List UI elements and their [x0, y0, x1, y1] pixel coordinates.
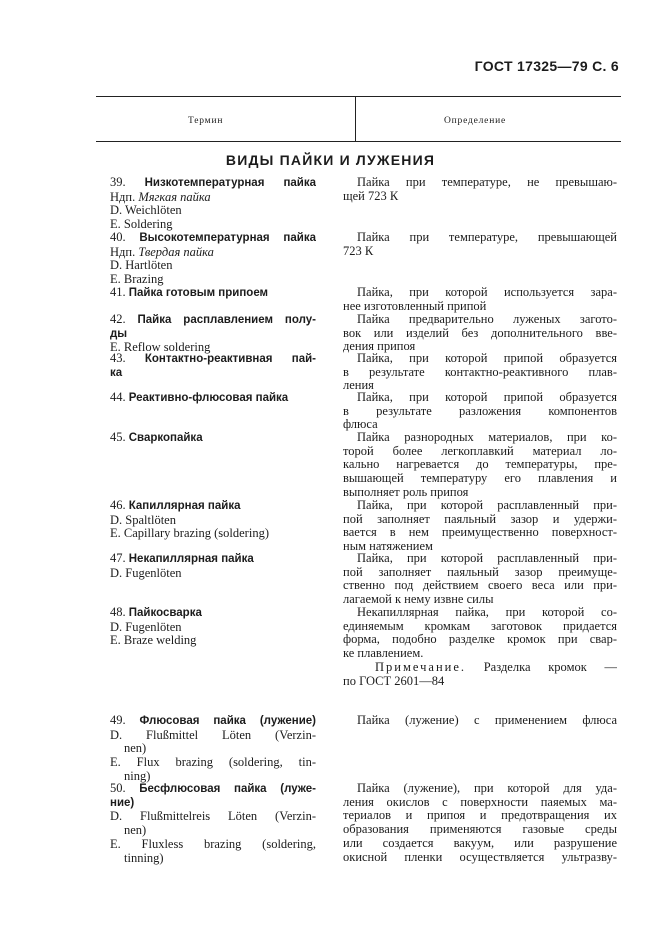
section-title: ВИДЫ ПАЙКИ И ЛУЖЕНИЯ — [225, 152, 436, 168]
term-entry-49 — [110, 714, 316, 784]
term-line: 41. Пайка готовым припоем — [110, 286, 269, 299]
column-header-definition: Определение — [444, 116, 506, 126]
term-entry-48 — [110, 606, 316, 648]
term-line: 43. Контактно-реактивная пай- — [110, 352, 316, 365]
english-equivalent: E. Soldering — [110, 218, 173, 232]
nonrecommended-term: Ндп. Твердая пайка — [110, 245, 214, 259]
german-equivalent: D. Flußmittelreis Löten (Verzin- — [110, 810, 316, 824]
german-equivalent: D. Spaltlöten — [110, 513, 176, 527]
definition-45: Пайка разнородных материалов, при ко- торой более легкоплавкий материал ло- кально нагревается до температуры, пре- вышающей температуру его плавления и выполняет роль припоя — [343, 431, 617, 499]
english-equivalent: E. Brazing — [110, 273, 164, 287]
definition-42: Пайка предварительно луженых загото- вок или изделий без дополнительного вве- дения припоя — [343, 313, 617, 354]
term-entry-44 — [110, 391, 316, 406]
term-line: 44. Реактивно-флюсовая пайка — [110, 391, 289, 404]
term-line: 50. Бесфлюсовая пайка (луже- — [110, 782, 316, 795]
term-entry-47 — [110, 552, 316, 580]
german-equivalent-continuation: nen) — [124, 742, 147, 756]
page-header — [0, 0, 661, 150]
definition-46: Пайка, при которой расплавленный при- пой заполняет паяльный зазор и удержи- вается в нем преимущественно поверхност- ным натяжением — [343, 499, 617, 554]
definition-48: Некапиллярная пайка, при которой со- единяемым кромкам заготовок придается форма, подобно разделке кромок при свар- ке плавлением. Примечание. Разделка кромок — по ГОСТ 2601—84 — [343, 606, 617, 688]
term-line: 47. Некапиллярная пайка — [110, 552, 254, 565]
english-equivalent: E. Flux brazing (soldering, tin- — [110, 756, 316, 770]
term-line-continuation: ды — [110, 327, 128, 340]
german-equivalent: D. Flußmittel Löten (Verzin- — [110, 728, 316, 742]
definition-49: Пайка (лужение) с применением флюса — [357, 714, 617, 727]
table-top-rule — [96, 96, 621, 97]
english-equivalent-continuation: tinning) — [124, 851, 164, 865]
english-equivalent: E. Braze welding — [110, 634, 197, 648]
german-equivalent: D. Fugenlöten — [110, 566, 182, 580]
note-continuation: по ГОСТ 2601—84 — [343, 674, 445, 688]
term-line: 48. Пайкосварка — [110, 606, 202, 619]
german-equivalent: D. Hartlöten — [110, 259, 173, 273]
definition-47: Пайка, при которой расплавленный при- пой заполняет паяльный зазор преимуще- ственно под действием своего веса или при- лагаемой к нему извне силы — [343, 552, 617, 607]
nonrecommended-term: Ндп. Мягкая пайка — [110, 190, 211, 204]
term-line: 45. Сваркопайка — [110, 431, 203, 444]
term-entry-40 — [110, 231, 316, 287]
german-equivalent: D. Fugenlöten — [110, 620, 182, 634]
definition-43: Пайка, при которой припой образуется в результате контактно-реактивного плав- ления — [343, 352, 617, 393]
term-entry-42 — [110, 313, 316, 355]
table-header-rule — [96, 141, 621, 142]
term-entry-39 — [110, 176, 316, 232]
definition-40: Пайка при температуре, превышающей 723 К — [343, 231, 617, 258]
english-equivalent: E. Capillary brazing (soldering) — [110, 527, 269, 541]
term-line-continuation: ка — [110, 366, 123, 379]
english-equivalent: E. Reflow soldering — [110, 341, 211, 355]
column-divider — [355, 96, 356, 141]
definition-41: Пайка, при которой используется зара- нее изготовленный припой — [343, 286, 617, 313]
definition-50: Пайка (лужение), при которой для уда- ления окислов с поверхности паяемых ма- териалов и припоя и предотвращения их образования применяются газовые среды или создается вакуум, или разрушение окисной пленки осуществляется ультразву- — [343, 782, 617, 864]
term-entry-46 — [110, 499, 316, 541]
term-line: 42. Пайка расплавлением полу- — [110, 313, 316, 326]
term-line: 49. Флюсовая пайка (лужение) — [110, 714, 316, 727]
note: Примечание. Разделка кромок — — [375, 660, 617, 674]
term-entry-45 — [110, 431, 316, 446]
term-line-continuation: ние) — [110, 796, 135, 809]
german-equivalent: D. Weichlöten — [110, 204, 182, 218]
term-entry-43 — [110, 352, 316, 380]
english-equivalent-continuation: ning) — [124, 769, 151, 783]
term-entry-50 — [110, 782, 316, 865]
term-line: 40. Высокотемпературная пайка — [110, 231, 316, 244]
term-entry-41 — [110, 286, 316, 301]
term-line: 46. Капиллярная пайка — [110, 499, 241, 512]
term-line: 39. Низкотемпературная пайка — [110, 176, 316, 189]
english-equivalent: E. Fluxless brazing (soldering, — [110, 837, 316, 851]
german-equivalent-continuation: nen) — [124, 824, 147, 838]
page-code: ГОСТ 17325—79 С. 6 — [474, 58, 619, 74]
definition-39: Пайка при температуре, не превышаю- щей 723 К — [343, 176, 617, 203]
definition-44: Пайка, при которой припой образуется в результате разложения компонентов флюса — [343, 391, 617, 432]
column-header-terms: Термин — [188, 116, 224, 126]
